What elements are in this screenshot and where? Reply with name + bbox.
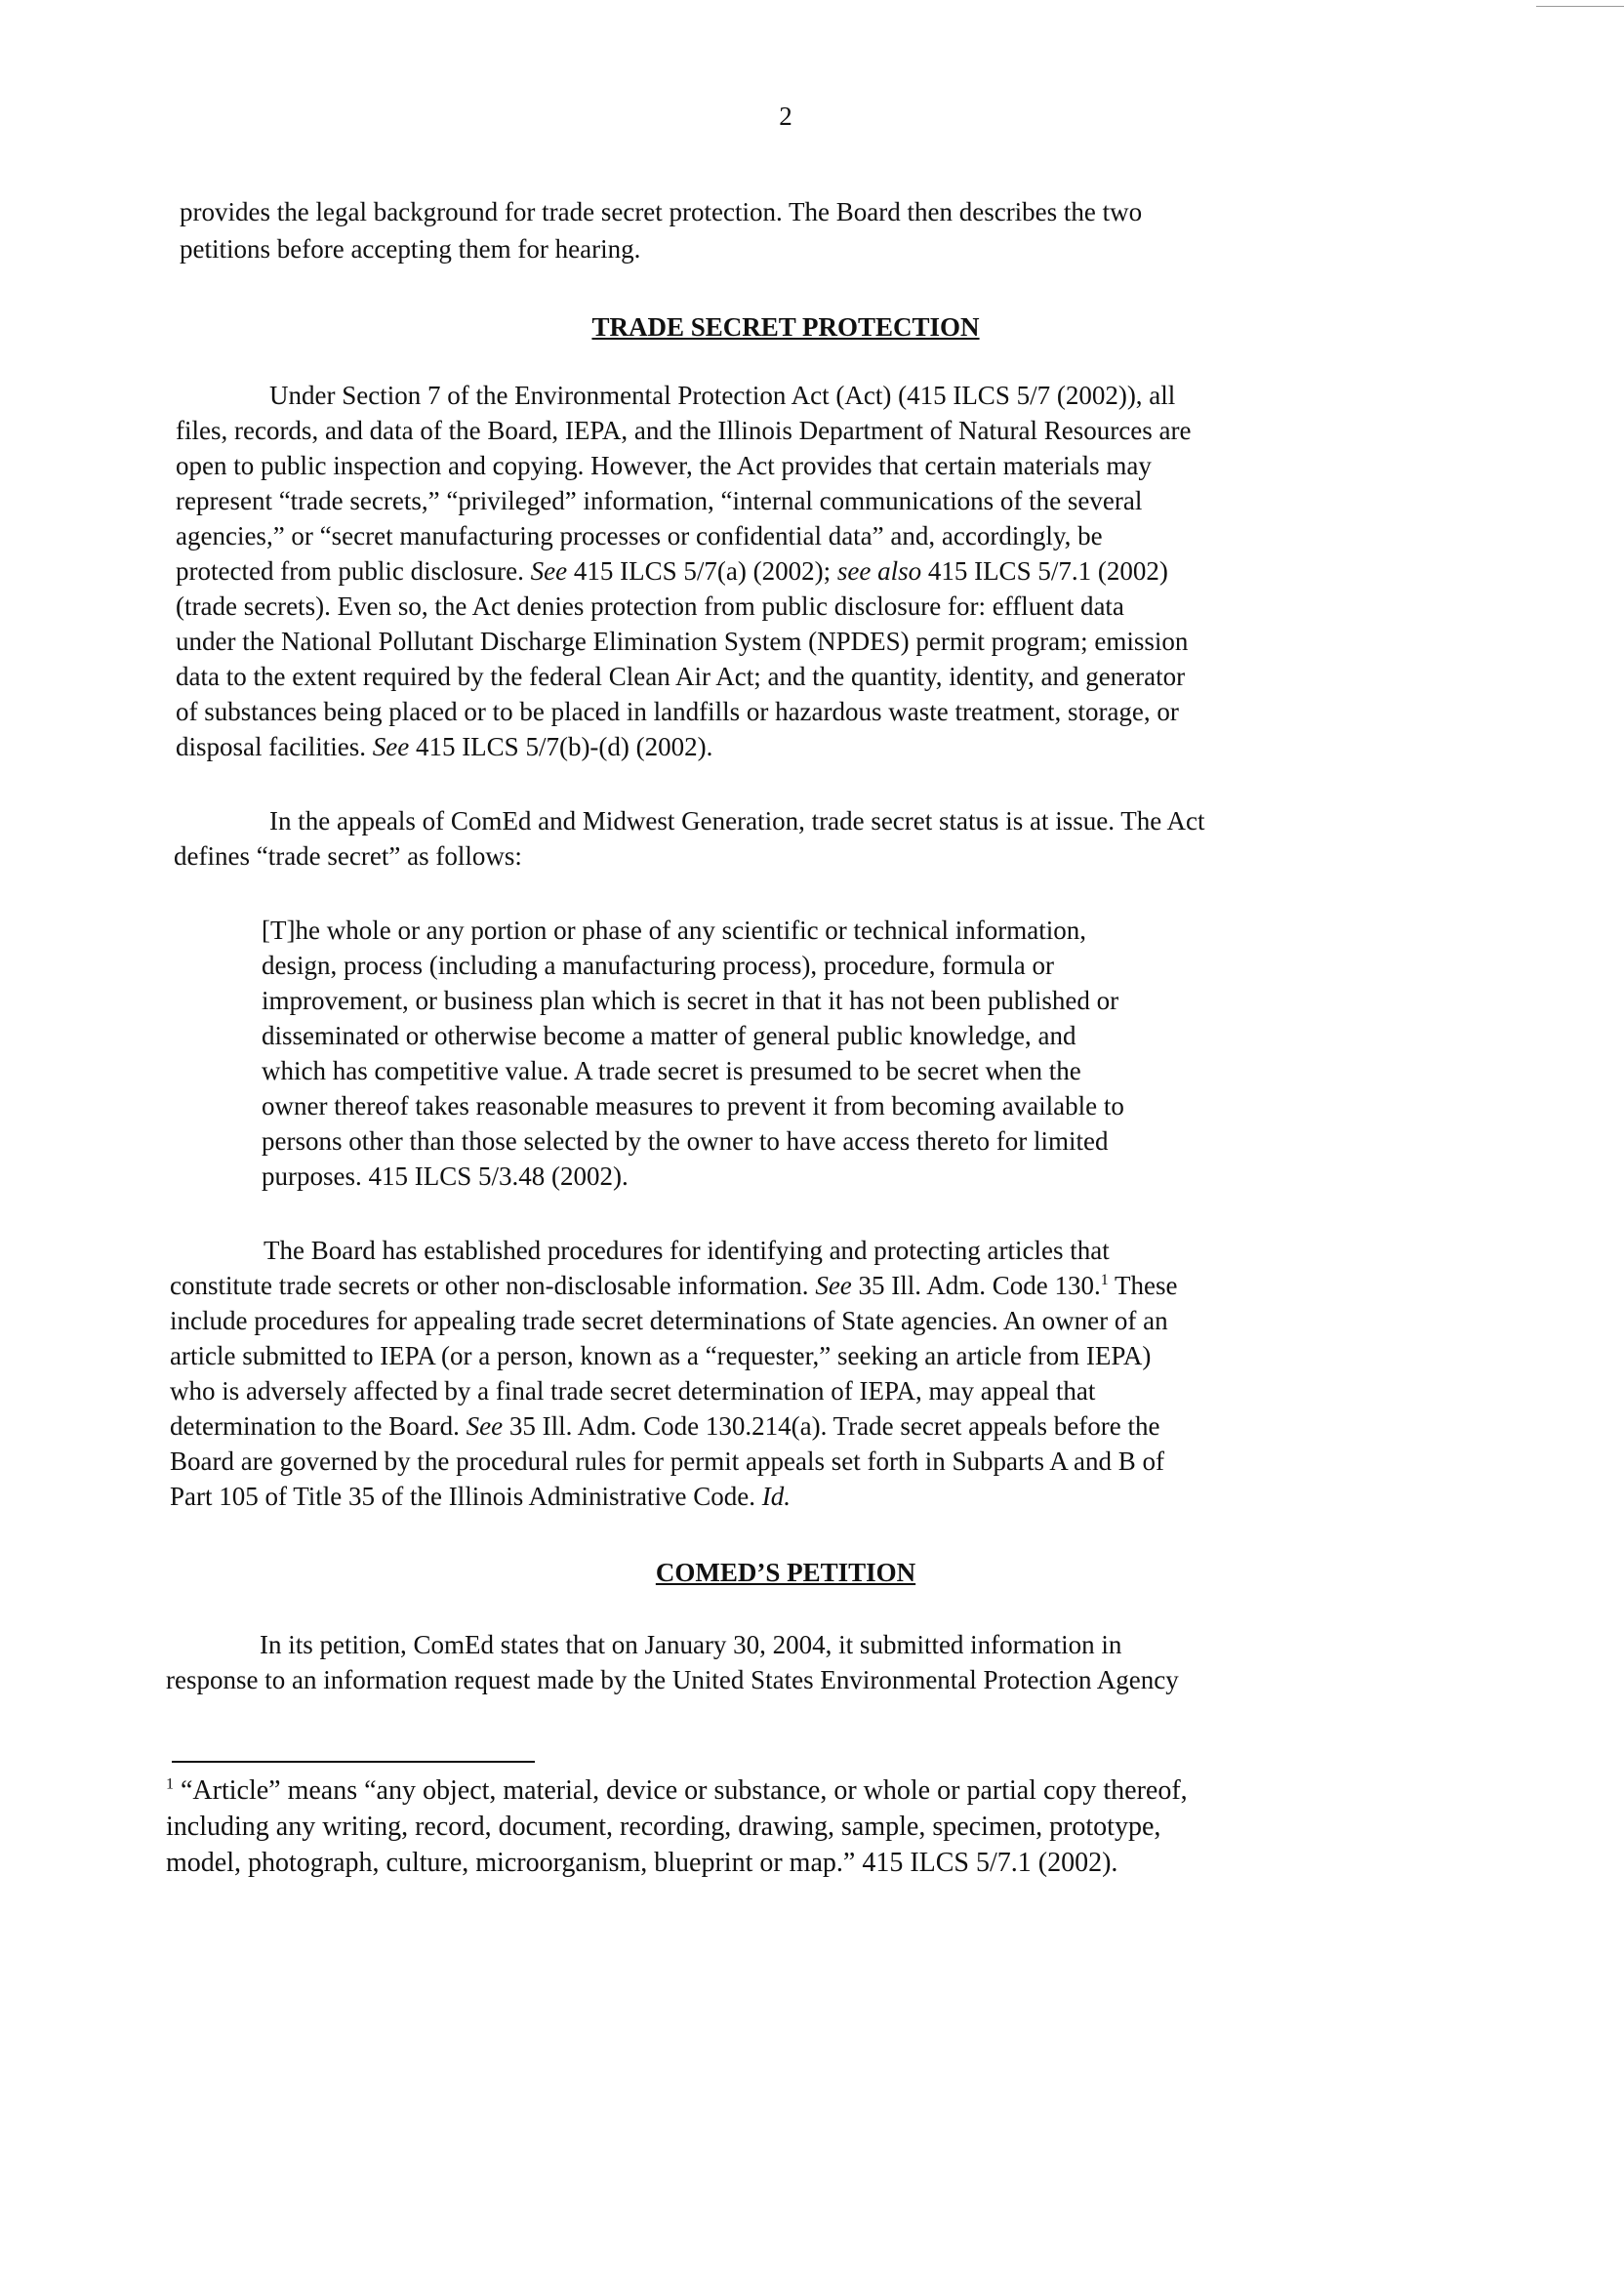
page-number: 2 <box>779 102 792 131</box>
body-line: response to an information request made by the United States Environmental Protection Agency <box>166 1665 1179 1694</box>
section-heading: TRADE SECRET PROTECTION <box>591 312 980 342</box>
body-line: defines “trade secret” as follows: <box>174 841 522 871</box>
footnote-line: model, photograph, culture, microorganism, blueprint or map.” 415 ILCS 5/7.1 (2002). <box>166 1848 1118 1878</box>
body-line: In the appeals of ComEd and Midwest Generation, trade secret status is at issue. The Act <box>269 806 1205 835</box>
body-line: open to public inspection and copying. However, the Act provides that certain materials may <box>176 451 1152 480</box>
body-line: include procedures for appealing trade secret determinations of State agencies. An owner of an <box>170 1306 1168 1335</box>
quote-line: [T]he whole or any portion or phase of any scientific or technical information, <box>262 916 1086 945</box>
quote-line: which has competitive value. A trade secret is presumed to be secret when the <box>262 1056 1081 1085</box>
body-line: who is adversely affected by a final trade secret determination of IEPA, may appeal that <box>170 1376 1096 1406</box>
body-line: files, records, and data of the Board, IEPA, and the Illinois Department of Natural Resources are <box>176 416 1192 445</box>
body-line: Board are governed by the procedural rules for permit appeals set forth in Subparts A and B of <box>170 1447 1164 1476</box>
quote-line: persons other than those selected by the owner to have access thereto for limited <box>262 1126 1109 1156</box>
body-line: of substances being placed or to be placed in landfills or hazardous waste treatment, storage, or <box>176 697 1179 726</box>
quote-line: disseminated or otherwise become a matter of general public knowledge, and <box>262 1021 1076 1050</box>
body-line: The Board has established procedures for identifying and protecting articles that <box>264 1236 1110 1265</box>
quote-line: owner thereof takes reasonable measures to prevent it from becoming available to <box>262 1091 1124 1121</box>
section-heading: COMED’S PETITION <box>655 1558 916 1587</box>
body-line: disposal facilities. See 415 ILCS 5/7(b)-(d) (2002). <box>176 732 713 761</box>
body-line: under the National Pollutant Discharge Elimination System (NPDES) permit program; emission <box>176 627 1189 656</box>
body-line: article submitted to IEPA (or a person, known as a “requester,” seeking an article from IEPA) <box>170 1341 1152 1370</box>
footnote-line: including any writing, record, document, recording, drawing, sample, specimen, prototype, <box>166 1812 1161 1842</box>
footnote-line: $^1$ “Article” means “any object, material, device or substance, or whole or partial copy thereof, <box>166 1775 1188 1806</box>
quote-line: improvement, or business plan which is secret in that it has not been published or <box>262 986 1119 1015</box>
body-line: protected from public disclosure. See 415 ILCS 5/7(a) (2002); see also 415 ILCS 5/7.1 (2002) <box>176 556 1168 586</box>
body-line: constitute trade secrets or other non-disclosable information. See 35 Ill. Adm. Code 130.$^1$ These <box>170 1271 1178 1300</box>
body-line: Under Section 7 of the Environmental Protection Act (Act) (415 ILCS 5/7 (2002)), all <box>269 381 1176 410</box>
body-line: data to the extent required by the federal Clean Air Act; and the quantity, identity, and generator <box>176 662 1186 691</box>
body-line: (trade secrets). Even so, the Act denies protection from public disclosure for: effluent data <box>176 591 1124 621</box>
quote-line: purposes. 415 ILCS 5/3.48 (2002). <box>262 1161 629 1191</box>
scan-artifact <box>1536 6 1624 7</box>
quote-line: design, process (including a manufacturing process), procedure, formula or <box>262 951 1054 980</box>
footnote-ref: 1 <box>1100 1272 1109 1288</box>
body-line: determination to the Board. See 35 Ill. Adm. Code 130.214(a). Trade secret appeals before the <box>170 1411 1160 1441</box>
body-line: provides the legal background for trade secret protection. The Board then describes the two <box>180 197 1143 226</box>
footnote-divider <box>172 1761 535 1763</box>
body-line: Part 105 of Title 35 of the Illinois Administrative Code. Id. <box>170 1482 791 1511</box>
body-line: In its petition, ComEd states that on January 30, 2004, it submitted information in <box>260 1630 1122 1659</box>
footnote-marker: 1 <box>166 1775 174 1793</box>
body-line: petitions before accepting them for hearing. <box>180 234 641 264</box>
body-line: agencies,” or “secret manufacturing processes or confidential data” and, accordingly, be <box>176 521 1103 550</box>
body-line: represent “trade secrets,” “privileged” information, “internal communications of the several <box>176 486 1143 515</box>
